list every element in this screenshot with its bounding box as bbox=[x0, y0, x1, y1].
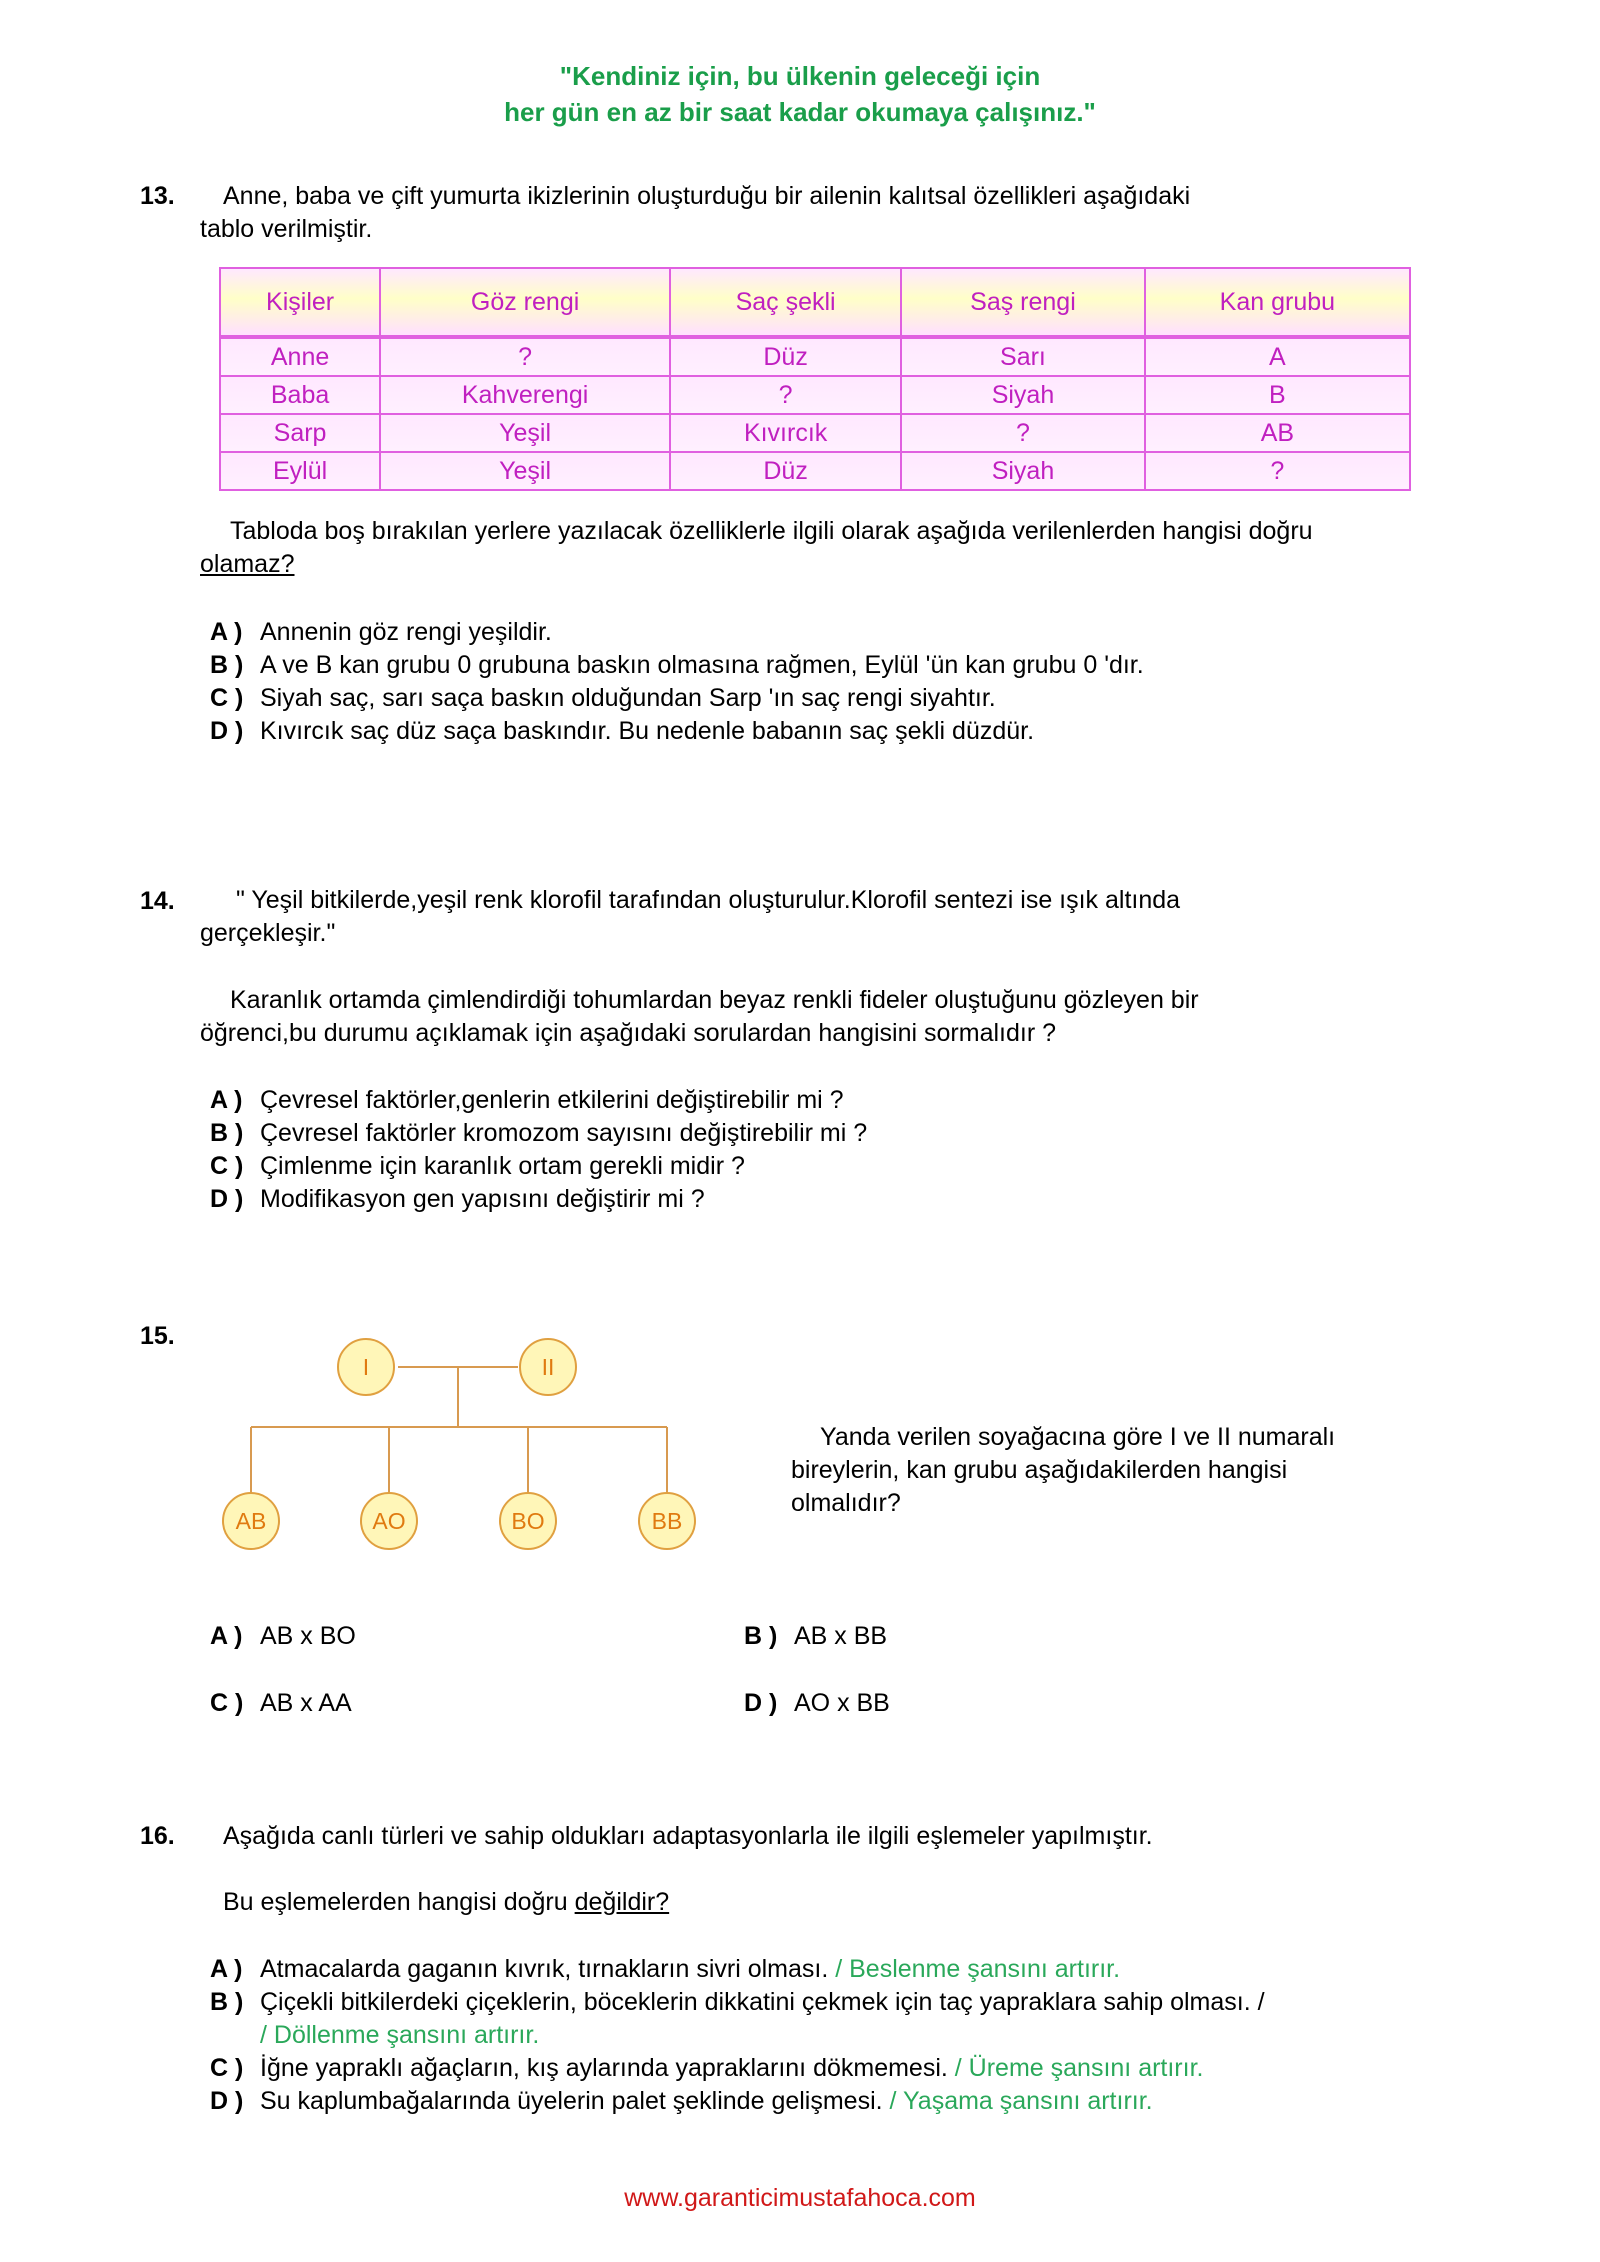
option-letter: C ) bbox=[210, 1152, 244, 1180]
table-header-cell: Kan grubu bbox=[1145, 268, 1410, 337]
option-text: AB x BO bbox=[260, 1622, 356, 1650]
option-letter: A ) bbox=[210, 1086, 243, 1114]
table-cell: Düz bbox=[670, 337, 901, 376]
table-header-cell: Saç şekli bbox=[670, 268, 901, 337]
table-cell: ? bbox=[901, 414, 1145, 452]
q14-question-line-2: öğrenci,bu durumu açıklamak için aşağıdaki sorulardan hangisini sormalıdır ? bbox=[200, 1019, 1056, 1047]
table-cell: ? bbox=[670, 376, 901, 414]
q15-option-c[interactable] bbox=[210, 1687, 352, 1720]
option-green-note: / Yaşama şansını artırır. bbox=[882, 2087, 1153, 2115]
table-cell: Eylül bbox=[220, 452, 380, 490]
table-header-cell: Kişiler bbox=[220, 268, 380, 337]
option-green-note: / Üreme şansını artırır. bbox=[947, 2054, 1204, 2082]
pedigree-child-BB bbox=[639, 1493, 695, 1549]
q14-quote-line-1: " Yeşil bitkilerde,yeşil renk klorofil tarafından oluşturulur.Klorofil sentezi ise ışık altında bbox=[236, 886, 1181, 914]
table-cell: B bbox=[1145, 376, 1410, 414]
table-cell: ? bbox=[1145, 452, 1410, 490]
option-text: Modifikasyon gen yapısını değiştirir mi ? bbox=[260, 1185, 705, 1213]
pedigree-lines bbox=[251, 1367, 667, 1494]
table-cell: A bbox=[1145, 337, 1410, 376]
pedigree-child-AO bbox=[361, 1493, 417, 1549]
pedigree-node-label: BB bbox=[651, 1508, 683, 1534]
option-letter: B ) bbox=[210, 1988, 244, 2016]
q14-number: 14. bbox=[140, 887, 175, 915]
option-text: AO x BB bbox=[794, 1689, 890, 1717]
q13-stem-line-1: Anne, baba ve çift yumurta ikizlerinin oluşturduğu bir ailenin kalıtsal özellikleri aşağıdaki bbox=[223, 182, 1191, 210]
table-header-cell: Göz rengi bbox=[380, 268, 670, 337]
pedigree-node-label: AB bbox=[235, 1508, 267, 1534]
table-cell: Siyah bbox=[901, 452, 1145, 490]
option-letter: D ) bbox=[210, 1185, 244, 1213]
q15-question-line-2: bireylerin, kan grubu aşağıdakilerden hangisi bbox=[791, 1456, 1288, 1484]
option-letter: D ) bbox=[744, 1689, 778, 1717]
table-cell: Düz bbox=[670, 452, 901, 490]
q16-question-prefix: Bu eşlemelerden hangisi doğru bbox=[223, 1888, 575, 1916]
pedigree-node-label: II bbox=[541, 1354, 555, 1380]
table-header-cell: Saş rengi bbox=[901, 268, 1145, 337]
pedigree-node-label: BO bbox=[511, 1508, 545, 1534]
table-cell: Yeşil bbox=[380, 414, 670, 452]
q16-option-a[interactable] bbox=[210, 1953, 1120, 1986]
motto-line-2: her gün en az bir saat kadar okumaya çalışınız." bbox=[504, 97, 1096, 127]
pedigree-node-label: I bbox=[362, 1354, 370, 1380]
q15-option-a[interactable] bbox=[210, 1620, 356, 1653]
option-letter: C ) bbox=[210, 2054, 244, 2082]
footer-website[interactable]: www.garanticimustafahoca.com bbox=[624, 2184, 976, 2212]
table-cell: Yeşil bbox=[380, 452, 670, 490]
q16-option-d[interactable] bbox=[210, 2085, 1153, 2118]
option-text: Çimlenme için karanlık ortam gerekli midir ? bbox=[260, 1152, 745, 1180]
table-cell: Kıvırcık bbox=[670, 414, 901, 452]
q16-question-underlined: değildir? bbox=[574, 1888, 670, 1916]
q14-question-line-1: Karanlık ortamda çimlendirdiği tohumlardan beyaz renkli fideler oluştuğunu gözleyen bir bbox=[230, 986, 1199, 1014]
option-text: Annenin göz rengi yeşildir. bbox=[260, 618, 552, 646]
option-green-note: / Beslenme şansını artırır. bbox=[828, 1955, 1121, 1983]
table-cell: Anne bbox=[220, 337, 380, 376]
q13-stem-line-2: tablo verilmiştir. bbox=[200, 215, 373, 243]
table-cell: Baba bbox=[220, 376, 380, 414]
pedigree-parent-II bbox=[520, 1339, 576, 1395]
q15-question-line-3: olmalıdır? bbox=[791, 1489, 901, 1517]
q16-number: 16. bbox=[140, 1822, 175, 1850]
option-text: Çiçekli bitkilerdeki çiçeklerin, böceklerin dikkatini çekmek için taç yapraklara sahip olması. / bbox=[260, 1988, 1265, 2016]
option-letter: A ) bbox=[210, 1955, 243, 1983]
pedigree-child-BO bbox=[500, 1493, 556, 1549]
pedigree-parent-I bbox=[338, 1339, 394, 1395]
table-cell: ? bbox=[380, 337, 670, 376]
option-letter: B ) bbox=[210, 1119, 244, 1147]
table-cell: Siyah bbox=[901, 376, 1145, 414]
table-cell: Kahverengi bbox=[380, 376, 670, 414]
option-text: AB x BB bbox=[794, 1622, 888, 1650]
option-text: Çevresel faktörler,genlerin etkilerini değiştirebilir mi ? bbox=[260, 1086, 844, 1114]
q13-question-line-1: Tabloda boş bırakılan yerlere yazılacak özelliklerle ilgili olarak aşağıda verilenlerden hangisi doğru bbox=[230, 517, 1313, 545]
option-text: Atmacalarda gaganın kıvrık, tırnakların sivri olması. bbox=[260, 1955, 829, 1983]
option-letter: B ) bbox=[210, 651, 244, 679]
q16-option-c[interactable] bbox=[210, 2052, 1203, 2085]
q15-option-d[interactable] bbox=[744, 1687, 890, 1720]
option-text: Kıvırcık saç düz saça baskındır. Bu nedenle babanın saç şekli düzdür. bbox=[260, 717, 1035, 745]
q15-option-b[interactable] bbox=[744, 1620, 887, 1653]
option-text: Su kaplumbağalarında üyelerin palet şeklinde gelişmesi. bbox=[260, 2087, 883, 2115]
option-text: İğne yapraklı ağaçların, kış aylarında yapraklarını dökmemesi. bbox=[260, 2054, 948, 2082]
q16-option-b[interactable] bbox=[210, 1986, 1265, 2019]
q16-stem: Aşağıda canlı türleri ve sahip oldukları adaptasyonlarla ile ilgili eşlemeler yapılmıştır. bbox=[223, 1822, 1153, 1850]
option-letter: B ) bbox=[744, 1622, 778, 1650]
q16-option-b-green-note: / Döllenme şansını artırır. bbox=[260, 2021, 540, 2049]
pedigree-child-AB bbox=[223, 1493, 279, 1549]
q15-number: 15. bbox=[140, 1322, 175, 1350]
option-letter: A ) bbox=[210, 618, 243, 646]
option-text: Çevresel faktörler kromozom sayısını değiştirebilir mi ? bbox=[260, 1119, 868, 1147]
pedigree-node-label: AO bbox=[372, 1508, 406, 1534]
option-letter: A ) bbox=[210, 1622, 243, 1650]
table-cell: Sarı bbox=[901, 337, 1145, 376]
q14-quote-line-2: gerçekleşir." bbox=[200, 919, 336, 947]
table-cell: AB bbox=[1145, 414, 1410, 452]
option-letter: C ) bbox=[210, 1689, 244, 1717]
q13-question-line-2: olamaz? bbox=[200, 550, 295, 578]
option-letter: D ) bbox=[210, 717, 244, 745]
motto-line-1: "Kendiniz için, bu ülkenin geleceği için bbox=[559, 61, 1041, 91]
option-text: AB x AA bbox=[260, 1689, 352, 1717]
q15-question-line-1: Yanda verilen soyağacına göre I ve II numaralı bbox=[820, 1423, 1336, 1451]
q16-question bbox=[223, 1886, 669, 1919]
option-text: A ve B kan grubu 0 grubuna baskın olmasına rağmen, Eylül 'ün kan grubu 0 'dır. bbox=[260, 651, 1144, 679]
option-letter: C ) bbox=[210, 684, 244, 712]
option-letter: D ) bbox=[210, 2087, 244, 2115]
table-cell: Sarp bbox=[220, 414, 380, 452]
q13-number: 13. bbox=[140, 182, 175, 210]
option-text: Siyah saç, sarı saça baskın olduğundan Sarp 'ın saç rengi siyahtır. bbox=[260, 684, 996, 712]
